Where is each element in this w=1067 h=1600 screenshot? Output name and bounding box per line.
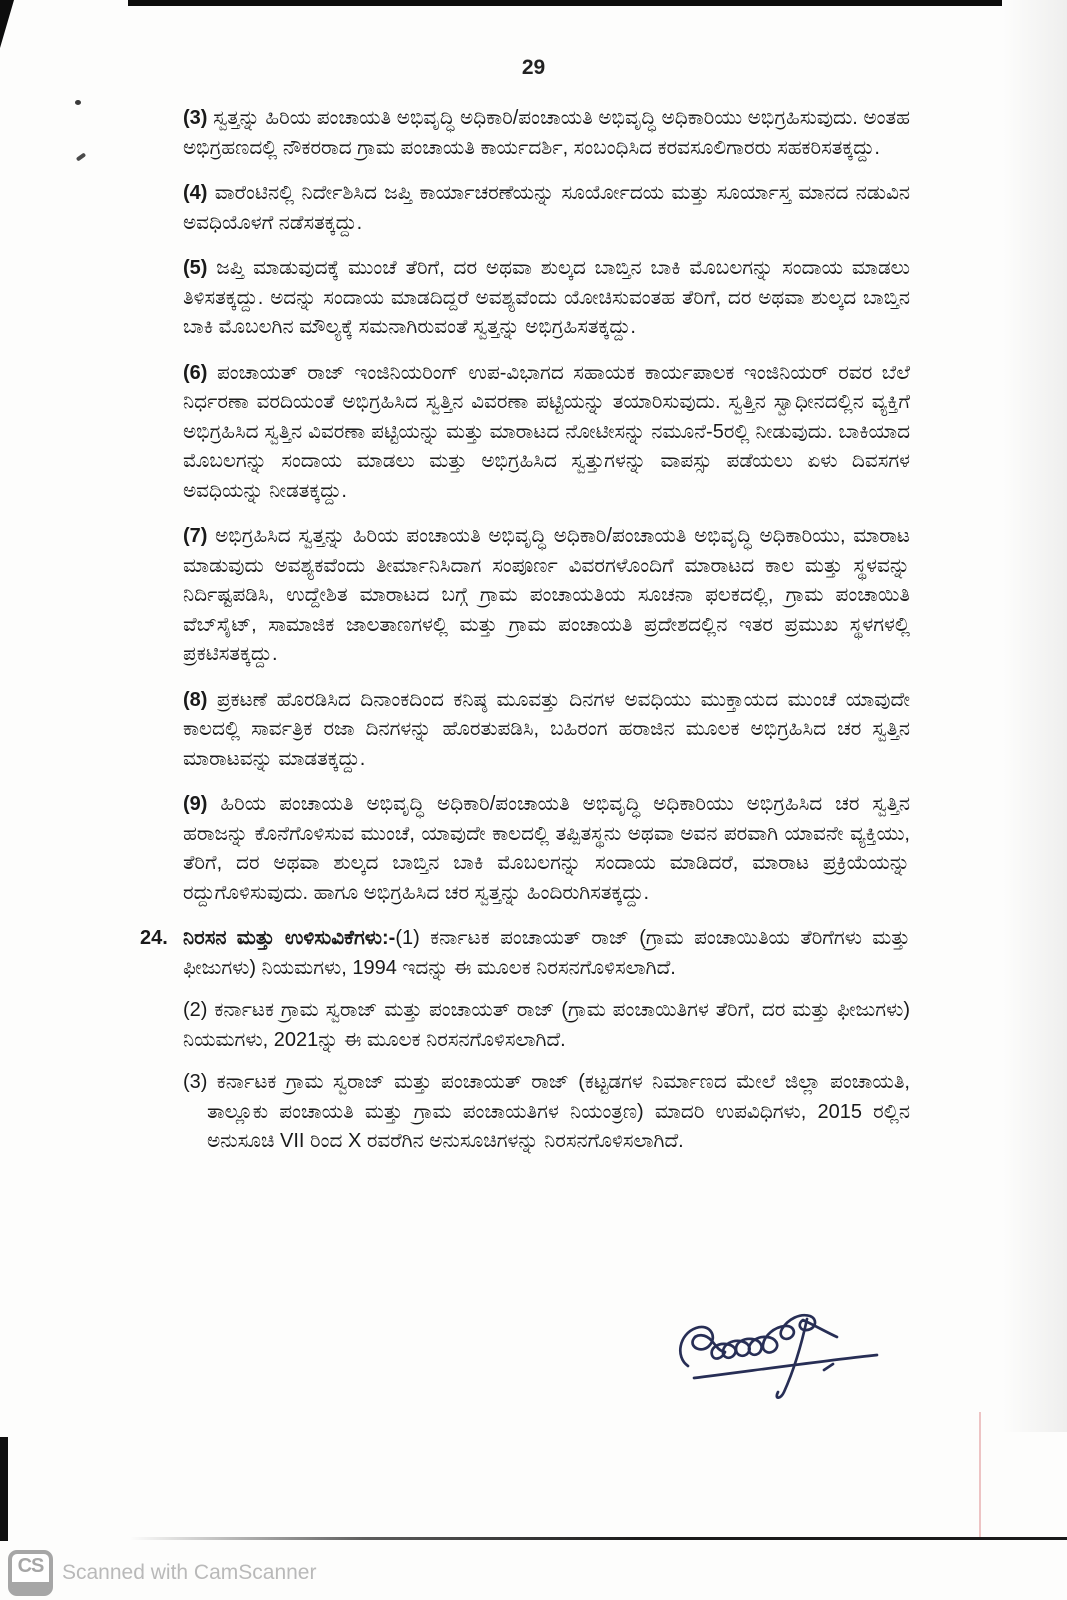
scan-edge-corner: [0, 0, 14, 48]
clause-24: [140, 924, 910, 1157]
camscanner-logo-label: CS: [17, 1555, 44, 1577]
clause-24-item-1-text: (1) ಕರ್ನಾಟಕ ಪಂಚಾಯತ್ ರಾಜ್ (ಗ್ರಾಮ ಪಂಚಾಯಿತಿಯ ತೆರಿಗೆಗಳು ಮತ್ತು ಫೀಜುಗಳು) ನಿಯಮಗಳು, 1994 ಇದನ್ನು ಈ ಮೂಲಕ ನಿರಸನಗೊಳಿಸಲಾಗಿದೆ.: [183, 927, 910, 979]
paragraph-8-number: (8): [183, 688, 208, 711]
clause-24-item-2: [183, 996, 910, 1055]
clause-24-body: [183, 924, 910, 1157]
signature-ink: [672, 1312, 887, 1412]
page-number: 29: [521, 56, 546, 79]
clause-24-item-1: [183, 924, 910, 983]
scan-speck-dot: [75, 100, 81, 105]
paragraph-5-number: (5): [183, 257, 208, 279]
clause-24-item-2-text: (2) ಕರ್ನಾಟಕ ಗ್ರಾಮ ಸ್ವರಾಜ್ ಮತ್ತು ಪಂಚಾಯತ್ ರಾಜ್ (ಗ್ರಾಮ ಪಂಚಾಯಿತಿಗಳ ತೆರಿಗೆ, ದರ ಮತ್ತು ಫೀಜುಗಳು) ನಿಯಮಗಳು, 2021ನ್ನು ಈ ಮೂಲಕ ನಿರಸನಗೊಳಿಸಲಾಗಿದೆ.: [183, 999, 910, 1051]
scan-edge-top: [128, 0, 1002, 6]
clause-24-item-3: [183, 1068, 910, 1157]
paragraph-7-text: ಅಭಿಗ್ರಹಿಸಿದ ಸ್ವತ್ತನ್ನು ಹಿರಿಯ ಪಂಚಾಯತಿ ಅಭಿವೃದ್ಧಿ ಅಧಿಕಾರಿ/ಪಂಚಾಯತಿ ಅಭಿವೃದ್ಧಿ ಅಧಿಕಾರಿಯು, ಮಾರಾಟ ಮಾಡುವುದು ಅವಶ್ಯಕವೆಂದು ತೀರ್ಮಾನಿಸಿದಾಗ ಸಂಪೂರ್ಣ ವಿವರಗಳೊಂದಿಗೆ ಮಾರಾಟದ ಕಾಲ ಮತ್ತು ಸ್ಥಳವನ್ನು ನಿರ್ದಿಷ್ಟಪಡಿಸಿ, ಉದ್ದೇಶಿತ ಮಾರಾಟದ ಬಗ್ಗೆ ಗ್ರಾಮ ಪಂಚಾಯತಿಯ ಸೂಚನಾ ಫಲಕದಲ್ಲಿ, ಗ್ರಾಮ ಪಂಚಾಯಿತಿ ವೆಬ್‌ಸೈಟ್, ಸಾಮಾಜಿಕ ಜಾಲತಾಣಗಳಲ್ಲಿ ಮತ್ತು ಗ್ರಾಮ ಪಂಚಾಯತಿ ಪ್ರದೇಶದಲ್ಲಿನ ಇತರ ಪ್ರಮುಖ ಸ್ಥಳಗಳಲ್ಲಿ ಪ್ರಕಟಿಸತಕ್ಕದ್ದು.: [183, 525, 910, 665]
camscanner-logo-icon: [8, 1550, 53, 1596]
clause-24-number: 24.: [140, 927, 168, 949]
paragraph-9: [183, 790, 910, 908]
paragraph-4: [183, 179, 910, 238]
clause-24-heading: ನಿರಸನ ಮತ್ತು ಉಳಿಸುವಿಕೆಗಳು:-: [183, 927, 396, 949]
paragraph-6: [183, 359, 910, 507]
camscanner-watermark-text: Scanned with CamScanner: [62, 1561, 317, 1584]
clause-24-item-3-text: (3) ಕರ್ನಾಟಕ ಗ್ರಾಮ ಸ್ವರಾಜ್ ಮತ್ತು ಪಂಚಾಯತ್ ರಾಜ್ (ಕಟ್ಟಡಗಳ ನಿರ್ಮಾಣದ ಮೇಲೆ ಜಿಲ್ಲಾ ಪಂಚಾಯತಿ, ತಾಲ್ಲೂಕು ಪಂಚಾಯತಿ ಮತ್ತು ಗ್ರಾಮ ಪಂಚಾಯತಿಗಳ ನಿಯಂತ್ರಣ) ಮಾದರಿ ಉಪವಿಧಿಗಳು, 2015 ರಲ್ಲಿನ ಅನುಸೂಚಿ VII ರಿಂದ X ರವರೆಗಿನ ಅನುಸೂಚಿಗಳನ್ನು ನಿರಸನಗೊಳಿಸಲಾಗಿದೆ.: [183, 1071, 910, 1152]
paragraph-3: [183, 104, 910, 163]
paragraph-6-number: (6): [183, 361, 208, 384]
paragraph-5-text: ಜಪ್ತಿ ಮಾಡುವುದಕ್ಕೆ ಮುಂಚೆ ತೆರಿಗೆ, ದರ ಅಥವಾ ಶುಲ್ಕದ ಬಾಬ್ತಿನ ಬಾಕಿ ಮೊಬಲಗನ್ನು ಸಂದಾಯ ಮಾಡಲು ತಿಳಿಸತಕ್ಕದ್ದು. ಅದನ್ನು ಸಂದಾಯ ಮಾಡದಿದ್ದರೆ ಅವಶ್ಯವೆಂದು ಯೋಚಿಸುವಂತಹ ತೆರಿಗೆ, ದರ ಅಥವಾ ಶುಲ್ಕದ ಬಾಬ್ತಿನ ಬಾಕಿ ಮೊಬಲಗಿನ ಮೌಲ್ಯಕ್ಕೆ ಸಮನಾಗಿರುವಂತೆ ಸ್ವತ್ತನ್ನು ಅಭಿಗ್ರಹಿಸತಕ್ಕದ್ದು.: [183, 257, 910, 338]
paragraph-4-number: (4): [183, 182, 208, 204]
paragraph-3-number: (3): [183, 107, 208, 129]
paragraph-9-number: (9): [183, 793, 208, 815]
paragraph-9-text: ಹಿರಿಯ ಪಂಚಾಯತಿ ಅಭಿವೃದ್ಧಿ ಅಧಿಕಾರಿ/ಪಂಚಾಯತಿ ಅಭಿವೃದ್ಧಿ ಅಧಿಕಾರಿಯು ಅಭಿಗ್ರಹಿಸಿದ ಚರ ಸ್ವತ್ತಿನ ಹರಾಜನ್ನು ಕೊನೆಗೊಳಿಸುವ ಮುಂಚೆ, ಯಾವುದೇ ಕಾಲದಲ್ಲಿ ತಪ್ಪಿತಸ್ಥನು ಅಥವಾ ಅವನ ಪರವಾಗಿ ಯಾವನೇ ವ್ಯಕ್ತಿಯು, ತೆರಿಗೆ, ದರ ಅಥವಾ ಶುಲ್ಕದ ಬಾಬ್ತಿನ ಬಾಕಿ ಮೊಬಲಗನ್ನು ಸಂದಾಯ ಮಾಡಿದರೆ, ಮಾರಾಟ ಪ್ರಕ್ರಿಯೆಯನ್ನು ರದ್ದುಗೊಳಿಸುವುದು. ಹಾಗೂ ಅಭಿಗ್ರಹಿಸಿದ ಚರ ಸ್ವತ್ತನ್ನು ಹಿಂದಿರುಗಿಸತಕ್ಕದ್ದು.: [183, 793, 910, 904]
paragraph-4-text: ವಾರೆಂಟಿನಲ್ಲಿ ನಿರ್ದೇಶಿಸಿದ ಜಪ್ತಿ ಕಾರ್ಯಾಚರಣೆಯನ್ನು ಸೂರ್ಯೋದಯ ಮತ್ತು ಸೂರ್ಯಾಸ್ತ ಮಾನದ ನಡುವಿನ ಅವಧಿಯೊಳಗೆ ನಡೆಸತಕ್ಕದ್ದು.: [183, 182, 910, 234]
signature: [672, 1312, 887, 1412]
paragraph-7-number: (7): [183, 525, 208, 547]
camscanner-logo-strip: [12, 1582, 49, 1592]
scan-speck-comma: [76, 152, 86, 161]
scan-edge-bottom-left: [0, 1437, 8, 1541]
document-body: [140, 104, 910, 1157]
paragraph-8: [183, 686, 910, 775]
paragraph-8-text: ಪ್ರಕಟಣೆ ಹೊರಡಿಸಿದ ದಿನಾಂಕದಿಂದ ಕನಿಷ್ಠ ಮೂವತ್ತು ದಿನಗಳ ಅವಧಿಯು ಮುಕ್ತಾಯದ ಮುಂಚೆ ಯಾವುದೇ ಕಾಲದಲ್ಲಿ ಸಾರ್ವತ್ರಿಕ ರಜಾ ದಿನಗಳನ್ನು ಹೊರತುಪಡಿಸಿ, ಬಹಿರಂಗ ಹರಾಜಿನ ಮೂಲಕ ಅಭಿಗ್ರಹಿಸಿದ ಚರ ಸ್ವತ್ತಿನ ಮಾರಾಟವನ್ನು ಮಾಡತಕ್ಕದ್ದು.: [183, 688, 910, 770]
paragraph-6-text: ಪಂಚಾಯತ್ ರಾಜ್ ಇಂಜಿನಿಯರಿಂಗ್ ಉಪ-ವಿಭಾಗದ ಸಹಾಯಕ ಕಾರ್ಯಪಾಲಕ ಇಂಜಿನಿಯರ್ ರವರ ಬೆಲೆ ನಿರ್ಧರಣಾ ವರದಿಯಂತೆ ಅಭಿಗ್ರಹಿಸಿದ ಸ್ವತ್ತಿನ ವಿವರಣಾ ಪಟ್ಟಿಯನ್ನು ತಯಾರಿಸುವುದು. ಸ್ವತ್ತಿನ ಸ್ವಾಧೀನದಲ್ಲಿನ ವ್ಯಕ್ತಿಗೆ ಅಭಿಗ್ರಹಿಸಿದ ಸ್ವತ್ತಿನ ವಿವರಣಾ ಪಟ್ಟಿಯನ್ನು ಮತ್ತು ಮಾರಾಟದ ನೋಟೀಸನ್ನು ನಮೂನೆ-5ರಲ್ಲಿ ನೀಡುವುದು. ಬಾಕಿಯಾದ ಮೊಬಲಗನ್ನು ಸಂದಾಯ ಮಾಡಲು ಮತ್ತು ಅಭಿಗ್ರಹಿಸಿದ ಸ್ವತ್ತುಗಳನ್ನು ವಾಪಸ್ಸು ಪಡೆಯಲು ಏಳು ದಿವಸಗಳ ಅವಧಿಯನ್ನು ನೀಡತಕ್ಕದ್ದು.: [183, 361, 910, 502]
paragraph-3-text: ಸ್ವತ್ತನ್ನು ಹಿರಿಯ ಪಂಚಾಯತಿ ಅಭಿವೃದ್ಧಿ ಅಧಿಕಾರಿ/ಪಂಚಾಯತಿ ಅಭಿವೃದ್ಧಿ ಅಧಿಕಾರಿಯು ಅಭಿಗ್ರಹಿಸುವುದು. ಅಂತಹ ಅಭಿಗ್ರಹಣದಲ್ಲಿ ನೌಕರರಾದ ಗ್ರಾಮ ಪಂಚಾಯತಿ ಕಾರ್ಯದರ್ಶಿ, ಸಂಬಂಧಿಸಿದ ಕರವಸೂಲಿಗಾರರು ಸಹಕರಿಸತಕ್ಕದ್ದು.: [183, 107, 910, 159]
scan-page-bottom-edge: [130, 1537, 1067, 1540]
paragraph-5: [183, 254, 910, 343]
scan-fold-line: [979, 1412, 981, 1538]
paragraph-7: [183, 522, 910, 670]
scan-shadow-right: [1003, 0, 1067, 1432]
